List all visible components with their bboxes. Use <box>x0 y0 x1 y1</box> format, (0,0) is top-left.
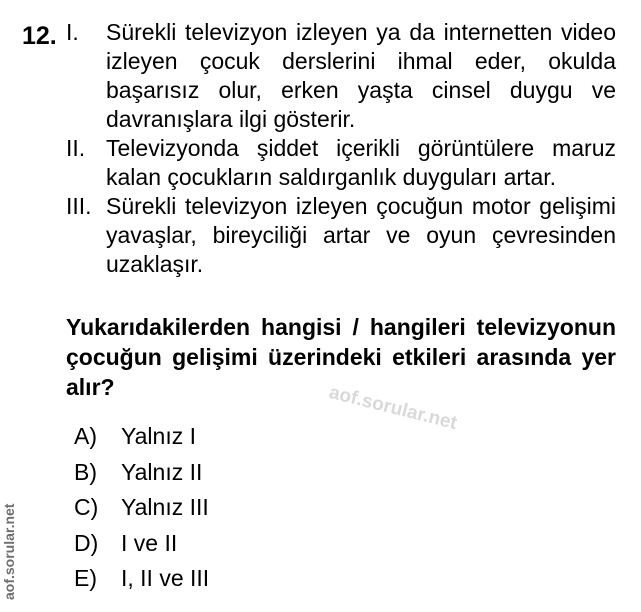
choice-d[interactable] <box>74 526 209 562</box>
watermark-side: aof.sorular.net <box>1 503 17 600</box>
statement-numeral: III. <box>66 193 92 219</box>
choice-letter: C) <box>74 494 99 521</box>
choice-e[interactable] <box>74 561 209 597</box>
statement-list <box>66 18 616 279</box>
statement-text: Sürekli televizyon izleyen ya da internetten video izleyen çocuk derslerini ihmal eder, okulda başarısız olur, erken yaşta cinsel duygu ve davranışlara ilgi gösterir. <box>106 19 616 132</box>
choice-letter: E) <box>74 565 97 592</box>
question-number: 12. <box>22 22 57 50</box>
statement-text: Televizyonda şiddet içerikli görüntülere maruz kalan çocukların saldırganlık duyguları artar. <box>106 135 616 190</box>
statement-1 <box>66 18 616 134</box>
choice-text: I, II ve III <box>121 565 210 592</box>
choice-c[interactable] <box>74 490 209 526</box>
statement-text: Sürekli televizyon izleyen çocuğun motor gelişimi yavaşlar, bireyciliği artar ve oyun çevresinden uzaklaşır. <box>106 193 616 277</box>
choice-letter: B) <box>74 458 97 485</box>
watermark-center: aof.sorular.net <box>326 382 460 435</box>
statement-3 <box>66 192 616 279</box>
choice-text: I ve II <box>121 529 178 556</box>
statement-numeral: II. <box>66 135 86 161</box>
statement-numeral: I. <box>66 19 79 45</box>
choice-text: Yalnız III <box>121 494 209 521</box>
question-prompt: Yukarıdakilerden hangisi / hangileri televizyonun çocuğun gelişimi üzerindeki etkileri arasında yer alır? <box>66 314 616 400</box>
choice-b[interactable] <box>74 455 209 491</box>
choice-letter: A) <box>74 423 97 449</box>
choice-a[interactable] <box>74 419 209 455</box>
statement-2 <box>66 134 616 192</box>
choice-text: Yalnız I <box>121 423 196 449</box>
answer-choices <box>74 419 209 597</box>
choice-letter: D) <box>74 529 99 556</box>
choice-text: Yalnız II <box>121 458 203 485</box>
